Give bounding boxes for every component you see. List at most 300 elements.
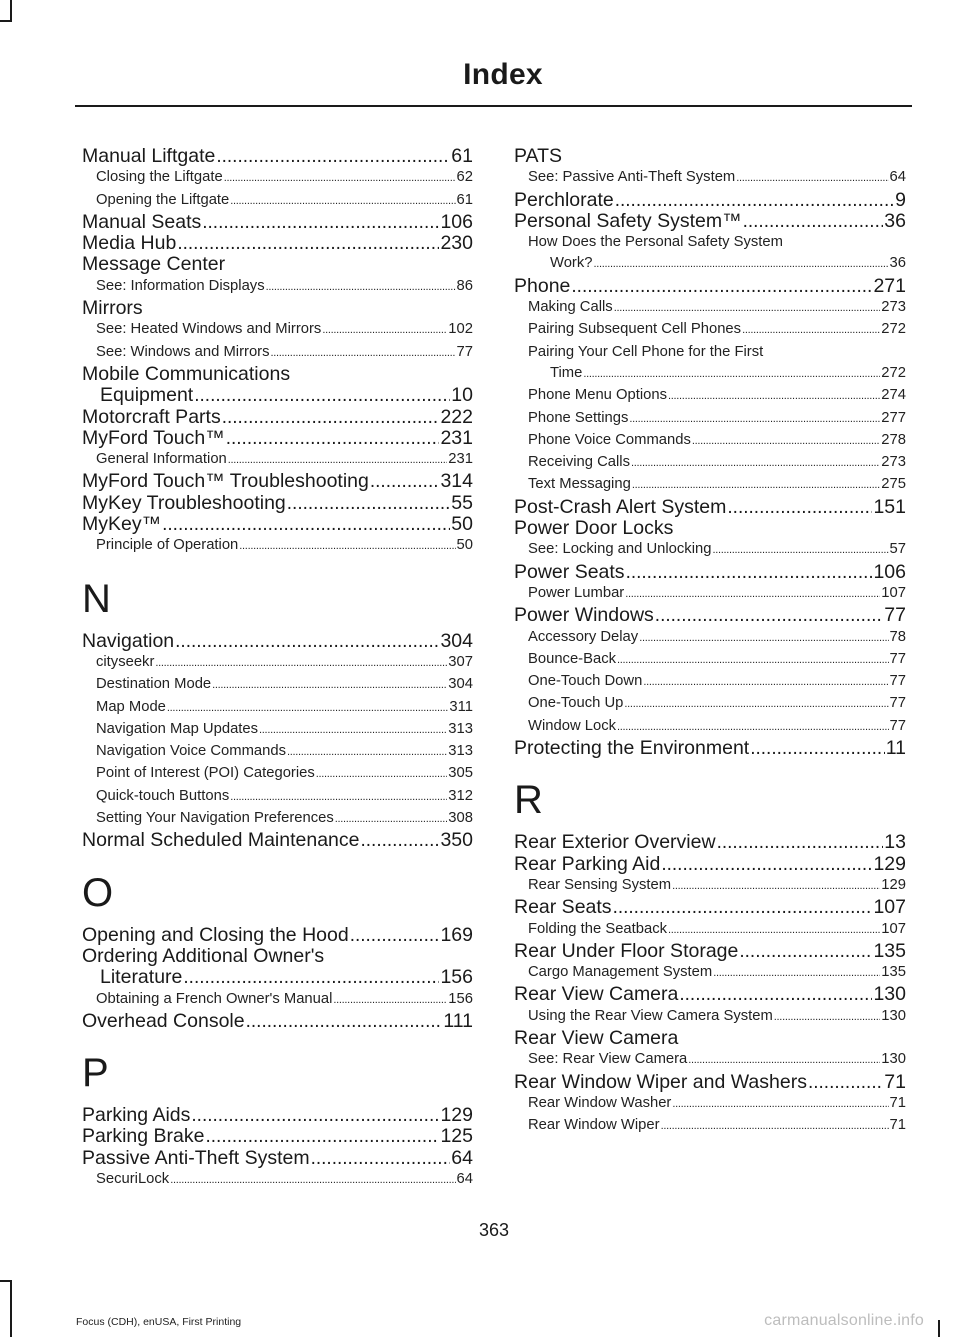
dot-leader [655, 605, 884, 626]
index-heading: How Does the Personal Safety System [528, 234, 783, 251]
dot-leader [631, 453, 880, 474]
index-entry[interactable] [82, 514, 473, 535]
entry-page-number[interactable]: 271 [873, 274, 906, 297]
crop-mark-bottom-right-v [938, 1320, 940, 1337]
dot-leader [228, 450, 448, 471]
page-title: Index [463, 58, 543, 91]
dot-leader [230, 787, 447, 808]
entry-label: Parking Brake [82, 1125, 205, 1148]
entry-page-number[interactable]: 77 [884, 604, 906, 627]
index-entry[interactable] [82, 146, 473, 167]
dot-leader [333, 990, 447, 1011]
dot-leader [727, 497, 872, 518]
dot-leader [629, 409, 880, 430]
index-entry[interactable] [82, 967, 473, 988]
entry-page-number[interactable]: 77 [456, 343, 473, 360]
entry-page-number[interactable]: 277 [881, 409, 906, 426]
entry-page-number[interactable]: 311 [449, 698, 473, 715]
entry-label: Making Calls [528, 299, 613, 316]
entry-page-number[interactable]: 130 [873, 983, 906, 1006]
entry-page-number[interactable]: 305 [448, 765, 473, 782]
dot-leader [692, 431, 880, 452]
index-subentry[interactable] [82, 167, 473, 189]
index-heading: Message Center [82, 253, 226, 276]
dot-leader [370, 471, 440, 492]
index-subentry[interactable] [514, 962, 906, 984]
entry-label: One-Touch Up [528, 695, 624, 712]
dot-leader [571, 276, 872, 297]
dot-leader [739, 941, 872, 962]
entry-page-number[interactable]: 77 [889, 650, 906, 667]
entry-label: Manual Liftgate [82, 145, 216, 167]
entry-label: Navigation Map Updates [96, 720, 259, 737]
entry-page-number[interactable]: 151 [873, 495, 906, 518]
entry-label: Obtaining a French Owner's Manual [96, 990, 333, 1007]
entry-page-number[interactable]: 156 [440, 966, 473, 989]
entry-label: MyFord Touch™ [82, 426, 225, 449]
entry-page-number[interactable]: 275 [881, 476, 906, 493]
index-entry[interactable] [82, 385, 473, 406]
entry-label: Equipment [100, 384, 194, 407]
index-section-letter: R [514, 778, 543, 823]
index-entry[interactable] [82, 212, 473, 233]
dot-leader [613, 897, 873, 918]
entry-label: See: Windows and Mirrors [96, 343, 270, 360]
index-entry[interactable] [514, 190, 906, 211]
dot-leader [259, 720, 447, 741]
entry-label: Power Windows [514, 604, 654, 627]
dot-leader [750, 738, 885, 759]
index-subentry[interactable] [82, 276, 473, 298]
dot-leader [688, 1050, 880, 1071]
entry-label: Perchlorate [514, 188, 614, 211]
dot-leader [617, 717, 889, 738]
dot-leader [335, 809, 448, 830]
entry-label: Power Lumbar [528, 584, 625, 601]
dot-leader [266, 277, 456, 298]
entry-page-number[interactable]: 55 [451, 491, 473, 514]
entry-label: Phone Menu Options [528, 387, 668, 404]
entry-label: MyKey Troubleshooting [82, 491, 286, 514]
index-subentry[interactable] [82, 808, 473, 830]
entry-label: Receiving Calls [528, 454, 630, 471]
index-entry[interactable] [514, 276, 906, 297]
index-entry[interactable] [514, 984, 906, 1005]
entry-label: SecuriLock [96, 1170, 170, 1187]
index-subentry[interactable] [514, 539, 906, 561]
entry-label: Phone Voice Commands [528, 431, 691, 448]
entry-page-number[interactable]: 314 [440, 470, 473, 493]
entry-page-number[interactable]: 50 [451, 513, 473, 536]
index-subentry[interactable] [82, 719, 473, 741]
entry-label: Pairing Subsequent Cell Phones [528, 321, 742, 338]
index-subentry[interactable] [82, 1169, 473, 1191]
dot-leader [361, 830, 440, 851]
dot-leader [668, 386, 880, 407]
index-subentry[interactable] [514, 1093, 906, 1115]
index-subentry[interactable] [514, 693, 906, 715]
entry-page-number[interactable]: 106 [440, 210, 473, 233]
dot-leader [625, 584, 880, 605]
entry-label: See: Passive Anti-Theft System [528, 169, 736, 186]
dot-leader [271, 343, 456, 364]
entry-label: Folding the Seatback [528, 920, 668, 937]
dot-leader [155, 653, 447, 674]
index-subentry[interactable] [514, 452, 906, 474]
entry-page-number[interactable]: 230 [440, 232, 473, 255]
dot-leader [632, 475, 880, 496]
index-entry[interactable] [514, 738, 906, 759]
entry-label: Phone Settings [528, 409, 629, 426]
entry-page-number[interactable]: 77 [889, 695, 906, 712]
index-section-letter: O [82, 870, 114, 915]
entry-label: Using the Rear View Camera System [528, 1007, 773, 1024]
entry-page-number[interactable]: 272 [881, 321, 906, 338]
entry-label: Power Seats [514, 560, 625, 583]
entry-page-number[interactable]: 61 [451, 145, 473, 167]
entry-page-number[interactable]: 278 [881, 431, 906, 448]
dot-leader [175, 631, 439, 652]
entry-label: MyKey™ [82, 513, 162, 536]
dot-leader [713, 963, 880, 984]
entry-label: Overhead Console [82, 1009, 245, 1032]
index-subentry[interactable] [514, 385, 906, 407]
entry-page-number[interactable]: 304 [448, 676, 473, 693]
dot-leader [191, 1105, 439, 1126]
entry-label: See: Heated Windows and Mirrors [96, 321, 322, 338]
index-entry[interactable] [514, 497, 906, 518]
index-subentry[interactable] [82, 342, 473, 364]
entry-label: Media Hub [82, 232, 177, 255]
crop-mark-bottom-left-h [0, 1280, 12, 1282]
index-subentry[interactable] [514, 1006, 906, 1028]
dot-leader [743, 211, 884, 232]
entry-page-number[interactable]: 308 [448, 810, 473, 827]
entry-page-number[interactable]: 169 [440, 923, 473, 946]
entry-label: Rear Window Wiper and Washers [514, 1070, 807, 1093]
entry-label: Map Mode [96, 698, 166, 715]
entry-page-number[interactable]: 111 [443, 1009, 473, 1032]
entry-label: Protecting the Environment [514, 737, 750, 760]
entry-page-number[interactable]: 64 [889, 169, 906, 186]
index-heading: Rear View Camera [514, 1026, 679, 1049]
entry-page-number[interactable]: 313 [448, 720, 473, 737]
entry-page-number[interactable]: 106 [873, 560, 906, 583]
entry-label: Passive Anti-Theft System [82, 1146, 310, 1169]
entry-label: Manual Seats [82, 210, 202, 233]
entry-label: Rear Sensing System [528, 876, 672, 893]
index-subentry[interactable] [514, 716, 906, 738]
entry-page-number[interactable]: 304 [440, 629, 473, 652]
dot-leader [679, 984, 872, 1005]
index-entry[interactable] [514, 605, 906, 626]
index-section-letter: P [82, 1051, 109, 1096]
index-heading: Pairing Your Cell Phone for the First [528, 343, 764, 360]
entry-page-number[interactable]: 130 [881, 1051, 906, 1068]
dot-leader [230, 191, 455, 212]
dot-leader [742, 320, 880, 341]
index-subentry[interactable] [514, 297, 906, 319]
dot-leader [177, 233, 439, 254]
entry-page-number[interactable]: 36 [884, 209, 906, 232]
entry-page-number[interactable]: 64 [451, 1146, 473, 1169]
entry-page-number[interactable]: 10 [451, 384, 473, 407]
dot-leader [808, 1072, 883, 1093]
dot-leader [617, 650, 889, 671]
dot-leader [311, 1148, 451, 1169]
entry-page-number[interactable]: 273 [881, 454, 906, 471]
entry-label: Literature [100, 966, 183, 989]
title-divider [75, 105, 912, 107]
entry-page-number[interactable]: 273 [881, 299, 906, 316]
dot-leader [167, 698, 448, 719]
entry-page-number[interactable]: 64 [456, 1170, 473, 1187]
index-subentry[interactable] [82, 319, 473, 341]
entry-label: Cargo Management System [528, 964, 713, 981]
entry-label: Rear Exterior Overview [514, 831, 716, 854]
entry-page-number[interactable]: 231 [440, 426, 473, 449]
entry-label: Parking Aids [82, 1104, 191, 1127]
dot-leader [322, 320, 447, 341]
index-subentry[interactable] [82, 652, 473, 674]
index-subentry[interactable] [514, 875, 906, 897]
dot-leader [615, 190, 894, 211]
dot-leader [593, 254, 888, 275]
dot-leader [287, 742, 447, 763]
entry-page-number[interactable]: 129 [881, 876, 906, 893]
entry-page-number[interactable]: 71 [889, 1094, 906, 1111]
index-subentry[interactable] [514, 408, 906, 430]
index-column-left [82, 146, 473, 1191]
entry-page-number[interactable]: 107 [873, 896, 906, 919]
index-entry[interactable] [514, 1072, 906, 1093]
index-subentry[interactable] [82, 741, 473, 763]
index-heading: Ordering Additional Owner's [82, 944, 325, 967]
entry-label: See: Information Displays [96, 277, 265, 294]
entry-label: Normal Scheduled Maintenance [82, 829, 360, 852]
index-subentry[interactable] [514, 919, 906, 941]
dot-leader [224, 168, 456, 189]
entry-label: General Information [96, 451, 227, 468]
index-entry[interactable] [82, 830, 473, 851]
entry-label: Work? [550, 255, 593, 272]
entry-label: Rear Parking Aid [514, 852, 661, 875]
index-subentry[interactable] [514, 167, 906, 189]
entry-page-number[interactable]: 313 [448, 743, 473, 760]
dot-leader [222, 407, 440, 428]
index-subentry[interactable] [514, 627, 906, 649]
entry-page-number[interactable]: 222 [440, 405, 473, 428]
dot-leader [170, 1170, 455, 1191]
index-entry[interactable] [82, 1126, 473, 1147]
entry-page-number[interactable]: 125 [440, 1125, 473, 1148]
page-number: 363 [478, 1220, 510, 1240]
entry-label: Point of Interest (POI) Categories [96, 765, 315, 782]
footer-edition: Focus (CDH), enUSA, First Printing [76, 1316, 242, 1328]
dot-leader [639, 628, 888, 649]
index-subentry[interactable] [514, 1049, 906, 1071]
index-entry[interactable] [82, 428, 473, 449]
entry-label: See: Rear View Camera [528, 1051, 688, 1068]
entry-label: MyFord Touch™ Troubleshooting [82, 470, 369, 493]
entry-page-number[interactable]: 71 [889, 1117, 906, 1134]
index-subentry[interactable] [514, 583, 906, 605]
dot-leader [202, 212, 439, 233]
entry-page-number[interactable]: 9 [895, 188, 906, 211]
entry-page-number[interactable]: 57 [889, 541, 906, 558]
watermark: carmanualsonline.info [764, 1312, 924, 1329]
dot-leader [350, 925, 440, 946]
entry-label: cityseekr [96, 653, 155, 670]
entry-label: Rear Window Washer [528, 1094, 672, 1111]
index-subentry[interactable] [82, 697, 473, 719]
entry-page-number[interactable]: 78 [889, 628, 906, 645]
entry-label: See: Locking and Unlocking [528, 541, 712, 558]
dot-leader [205, 1126, 439, 1147]
entry-label: Motorcraft Parts [82, 405, 221, 428]
crop-mark-top-left-v [10, 0, 12, 22]
entry-label: Setting Your Navigation Preferences [96, 810, 334, 827]
index-subentry[interactable] [82, 449, 473, 471]
index-subentry[interactable] [514, 474, 906, 496]
index-entry[interactable] [82, 1011, 473, 1032]
entry-page-number[interactable]: 350 [440, 829, 473, 852]
entry-label: Phone [514, 274, 571, 297]
entry-page-number[interactable]: 77 [889, 673, 906, 690]
index-subentry[interactable] [82, 535, 473, 557]
index-heading: PATS [514, 145, 563, 167]
dot-leader [672, 1094, 888, 1115]
entry-page-number[interactable]: 272 [881, 364, 906, 381]
crop-mark-top-left-h [0, 20, 12, 22]
dot-leader [668, 920, 880, 941]
entry-label: Window Lock [528, 717, 616, 734]
index-subentry[interactable] [82, 190, 473, 212]
entry-label: One-Touch Down [528, 673, 643, 690]
dot-leader [239, 536, 455, 557]
index-section-letter: N [82, 576, 111, 621]
index-entry[interactable] [82, 631, 473, 652]
entry-page-number[interactable]: 13 [884, 831, 906, 854]
entry-label: Accessory Delay [528, 628, 639, 645]
dot-leader [624, 694, 888, 715]
index-entry[interactable] [82, 1105, 473, 1126]
index-entry[interactable] [514, 941, 906, 962]
entry-label: Text Messaging [528, 476, 631, 493]
index-subentry[interactable] [514, 253, 906, 275]
entry-label: Rear View Camera [514, 983, 679, 1006]
index-entry[interactable] [514, 562, 906, 583]
dot-leader [183, 967, 439, 988]
entry-page-number[interactable]: 231 [448, 451, 473, 468]
index-subentry[interactable] [514, 1115, 906, 1137]
entry-page-number[interactable]: 135 [881, 964, 906, 981]
entry-label: Personal Safety System™ [514, 209, 742, 232]
index-entry[interactable] [82, 407, 473, 428]
index-subentry[interactable] [514, 319, 906, 341]
index-entry[interactable] [82, 1148, 473, 1169]
entry-page-number[interactable]: 274 [881, 387, 906, 404]
index-subentry[interactable] [514, 430, 906, 452]
index-entry[interactable] [514, 211, 906, 232]
dot-leader [774, 1007, 881, 1028]
entry-label: Closing the Liftgate [96, 169, 223, 186]
index-subentry[interactable] [82, 989, 473, 1011]
entry-label: Post-Crash Alert System [514, 495, 727, 518]
index-subentry[interactable] [514, 671, 906, 693]
entry-page-number[interactable]: 129 [440, 1104, 473, 1127]
index-subentry[interactable] [514, 363, 906, 385]
entry-page-number[interactable]: 307 [448, 653, 473, 670]
dot-leader [162, 514, 450, 535]
index-entry[interactable] [82, 233, 473, 254]
dot-leader [626, 562, 873, 583]
dot-leader [316, 764, 448, 785]
entry-label: Opening and Closing the Hood [82, 923, 349, 946]
dot-leader [216, 146, 450, 167]
entry-label: Bounce-Back [528, 650, 617, 667]
entry-page-number[interactable]: 130 [881, 1007, 906, 1024]
entry-label: Rear Under Floor Storage [514, 939, 739, 962]
index-entry[interactable] [514, 832, 906, 853]
entry-page-number[interactable]: 36 [889, 255, 906, 272]
entry-page-number[interactable]: 312 [448, 787, 473, 804]
entry-label: Navigation Voice Commands [96, 743, 286, 760]
index-subentry[interactable] [82, 786, 473, 808]
dot-leader [661, 1116, 889, 1137]
index-heading: Mobile Communications [82, 362, 291, 385]
entry-page-number[interactable]: 107 [881, 584, 906, 601]
entry-page-number[interactable]: 62 [456, 169, 473, 186]
index-heading: Mirrors [82, 297, 143, 320]
dot-leader [614, 298, 881, 319]
entry-label: Principle of Operation [96, 537, 239, 554]
entry-page-number[interactable]: 156 [448, 990, 473, 1007]
dot-leader [287, 493, 451, 514]
entry-page-number[interactable]: 135 [873, 939, 906, 962]
entry-label: Time [550, 364, 583, 381]
entry-page-number[interactable]: 71 [884, 1070, 906, 1093]
index-entry[interactable] [82, 925, 473, 946]
dot-leader [717, 832, 884, 853]
entry-page-number[interactable]: 102 [448, 321, 473, 338]
index-subentry[interactable] [82, 674, 473, 696]
entry-page-number[interactable]: 61 [456, 191, 473, 208]
entry-page-number[interactable]: 107 [881, 920, 906, 937]
dot-leader [736, 168, 888, 189]
index-subentry[interactable] [82, 763, 473, 785]
index-entry[interactable] [82, 493, 473, 514]
entry-page-number[interactable]: 11 [885, 737, 906, 760]
dot-leader [194, 385, 450, 406]
entry-label: Rear Window Wiper [528, 1117, 660, 1134]
dot-leader [583, 364, 880, 385]
dot-leader [712, 540, 888, 561]
dot-leader [672, 876, 880, 897]
index-entry[interactable] [514, 897, 906, 918]
entry-label: Opening the Liftgate [96, 191, 230, 208]
entry-label: Quick-touch Buttons [96, 787, 230, 804]
dot-leader [226, 428, 440, 449]
index-entry[interactable] [514, 854, 906, 875]
entry-page-number[interactable]: 129 [873, 852, 906, 875]
entry-page-number[interactable]: 50 [456, 537, 473, 554]
entry-page-number[interactable]: 77 [889, 717, 906, 734]
entry-label: Destination Mode [96, 676, 212, 693]
entry-page-number[interactable]: 86 [456, 277, 473, 294]
index-entry[interactable] [82, 471, 473, 492]
index-subentry[interactable] [514, 649, 906, 671]
